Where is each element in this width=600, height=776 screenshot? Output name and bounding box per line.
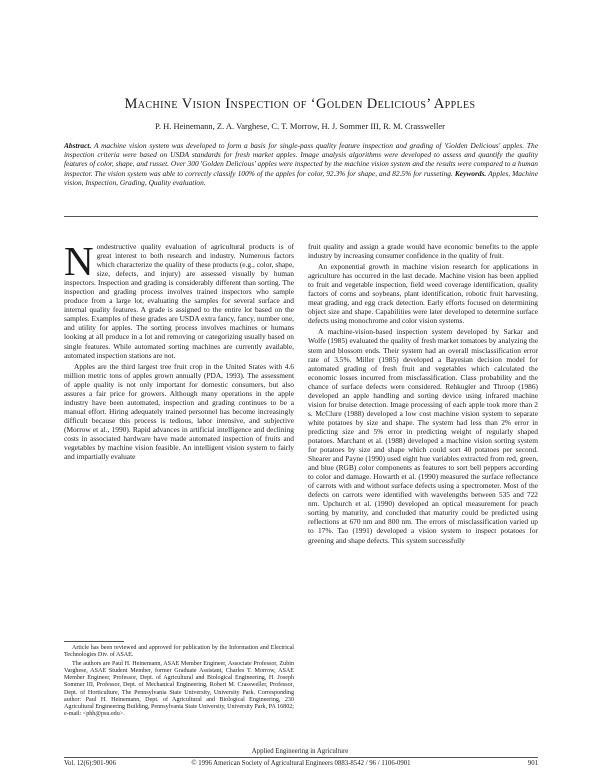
abstract: [64, 141, 538, 187]
footnote-authors: The authors are Paul H. Heinemann, ASAE Member Engineer, Associate Professor, Zubin Varghese, ASAE Student Member, former Graduate Assistant, Charles T. Morrow, ASAE Member Engineer, Professor, Dept. of Agricultural and Biological Engineering, H. Joseph Sommer III, Professor, Dept. of Mechanical Engineering, Robert M. Crassweller, Professor, Dept. of Horticulture, The Pennsylvania State University, University Park. Corresponding author: Paul H. Heinemann, Dept. of Agricultural and Biological Engineering, 230 Agricultural Engineering Building, Pennsylvania State University, University Park, PA 16802; e-mail: <phh@psu.edu>.: [64, 661, 294, 717]
paragraph: Apples are the third largest tree fruit crop in the United States with 4.6 million metric tons of apples grown annually (PDA, 1993). The assessment of apple quality is not only important for domestic consumers, but also assures a fair price for growers. Although many operations in the apple industry have been automated, inspection and grading continues to be a manual effort. Hiring adequately trained personnel has become increasingly difficult because this process is tedious, labor intensive, and subjective (Morrow et al., 1990). Rapid advances in artificial intelligence and declining costs in associated hardware have made automated inspection of fruits and vegetables by machine vision feasible. An intelligent vision system to fairly and impartially evaluate: [64, 361, 294, 462]
left-column: [64, 238, 294, 463]
abstract-label: Abstract.: [64, 141, 92, 150]
footer-divider: [64, 757, 538, 758]
paragraph-text: ondestructive quality evaluation of agricultural products is of great interest to both research and industry. Numerous factors which characterize the quality of these products (e.g., color, shape, size, defects, and injury) are assessed visually by human inspectors. Inspection and grading is considerably different than sorting. The inspection and grading process involves trained inspectors who sample produce from a large lot, evaluating the samples for several surface and internal quality features. A grade is assigned to the entire lot based on the samples. Examples of these grades are USDA extra fancy, fancy, number one, and utility for apples. The sorting process involves machines or humans looking at all produce in a lot and removing or categorizing usually based on single features. While automated sorting machines are currently available, automated inspection stations are not.: [64, 242, 294, 360]
keywords-label: Keywords.: [454, 168, 487, 178]
footnotes: [64, 645, 294, 720]
drop-cap: N: [64, 238, 94, 284]
right-column: [308, 242, 538, 547]
journal-name: Applied Engineering in Agriculture: [251, 748, 349, 755]
abstract-divider: [64, 216, 538, 217]
paper-title: Machine Vision Inspection of ‘Golden Delicious’ Apples: [124, 96, 476, 112]
page-number: 901: [527, 760, 538, 767]
volume-info: Vol. 12(6):901-906: [64, 760, 116, 767]
intro-paragraph: [64, 238, 294, 360]
footnote-review: Article has been reviewed and approved for publication by the Information and Electrical Technologies Div. of ASAE.: [64, 645, 294, 659]
keywords-text: Apples, Machine vision, Inspection, Grading, Quality evaluation.: [64, 168, 539, 187]
copyright: © 1996 American Society of Agricultural Engineers 0883-8542 / 96 / 1106-0901: [191, 760, 411, 767]
paragraph: An exponential growth in machine vision research for applications in agriculture has occurred in the last decade. Machine vision has been applied to fruit and vegetable inspection, field weed coverage identification, quality factors of corns and soybeans, plant identification, robotic fruit harvesting, meat grading, and egg crack detection. Early efforts focused on determining object size and shape. Capabilities were later developed to determine surface defects using monochrome and color vision systems.: [308, 262, 538, 326]
author-list: P. H. Heinemann, Z. A. Varghese, C. T. Morrow, H. J. Sommer III, R. M. Crassweller: [155, 121, 445, 131]
abstract-text: A machine vision system was developed to form a basis for single-pass quality feature inspection and grading of 'Golden Delicious' apples. The inspection criteria were based on USDA standards for fresh market apples. Image analysis algorithms were developed to assess and quantify the quality features of color, shape, and russet. Over 300 'Golden Delicious' apples were inspected by the machine vision system and the results were compared to a human inspector. The vision system was able to correctly classify 100% of the apples for color, 92.3% for shape, and 82.5% for russeting.: [64, 141, 539, 178]
footnote-divider: [64, 641, 124, 642]
paragraph: fruit quality and assign a grade would have economic benefits to the apple industry by increasing consumer confidence in the quality of fruit.: [308, 242, 538, 261]
paragraph: A machine-vision-based inspection system developed by Sarkar and Wolfe (1985) evaluated the quality of fresh market tomatoes by analyzing the stem and blossom ends. Their system had an overall misclassification error rate of 3.5%. Miller (1985) developed a Bayesian decision model for automated grading of fresh fruit and vegetables which calculated the economic losses incurred from misclassification. Class probability and the chance of surface defects were considered. Rehkugler and Throop (1986) developed an apple handling and sorting device using infrared machine vision for bruise detection. Image processing of each apple took more than 2 s. McClure (1988) developed a low cost machine vision system to separate white potatoes by size and shape. The system had less than 2% error in predicting size and 5% error in predicting weight of regularly shaped potatoes. Marchant et al. (1988) developed a machine vision sorting system for potatoes by size and shape which could sort 40 potatoes per second. Shearer and Payne (1990) used eight hue variables extracted from red, green, and blue (RGB) color components as features to sort bell peppers according to color and damage. Howarth et al. (1990) measured the surface reflectance of carrots with and without surface defects using a spectrometer. Most of the defects on carrots were identified with wavelengths between 535 and 722 nm. Upchurch et al. (1990) developed an optical measurement for peach sorting by maturity, and concluded that maturity could be predicted using reflections at 670 nm and 800 nm. The errors of misclassification varied up to 17%. Tao (1991) developed a vision system to inspect potatoes for greening and shape defects. This system successfully: [308, 327, 538, 545]
